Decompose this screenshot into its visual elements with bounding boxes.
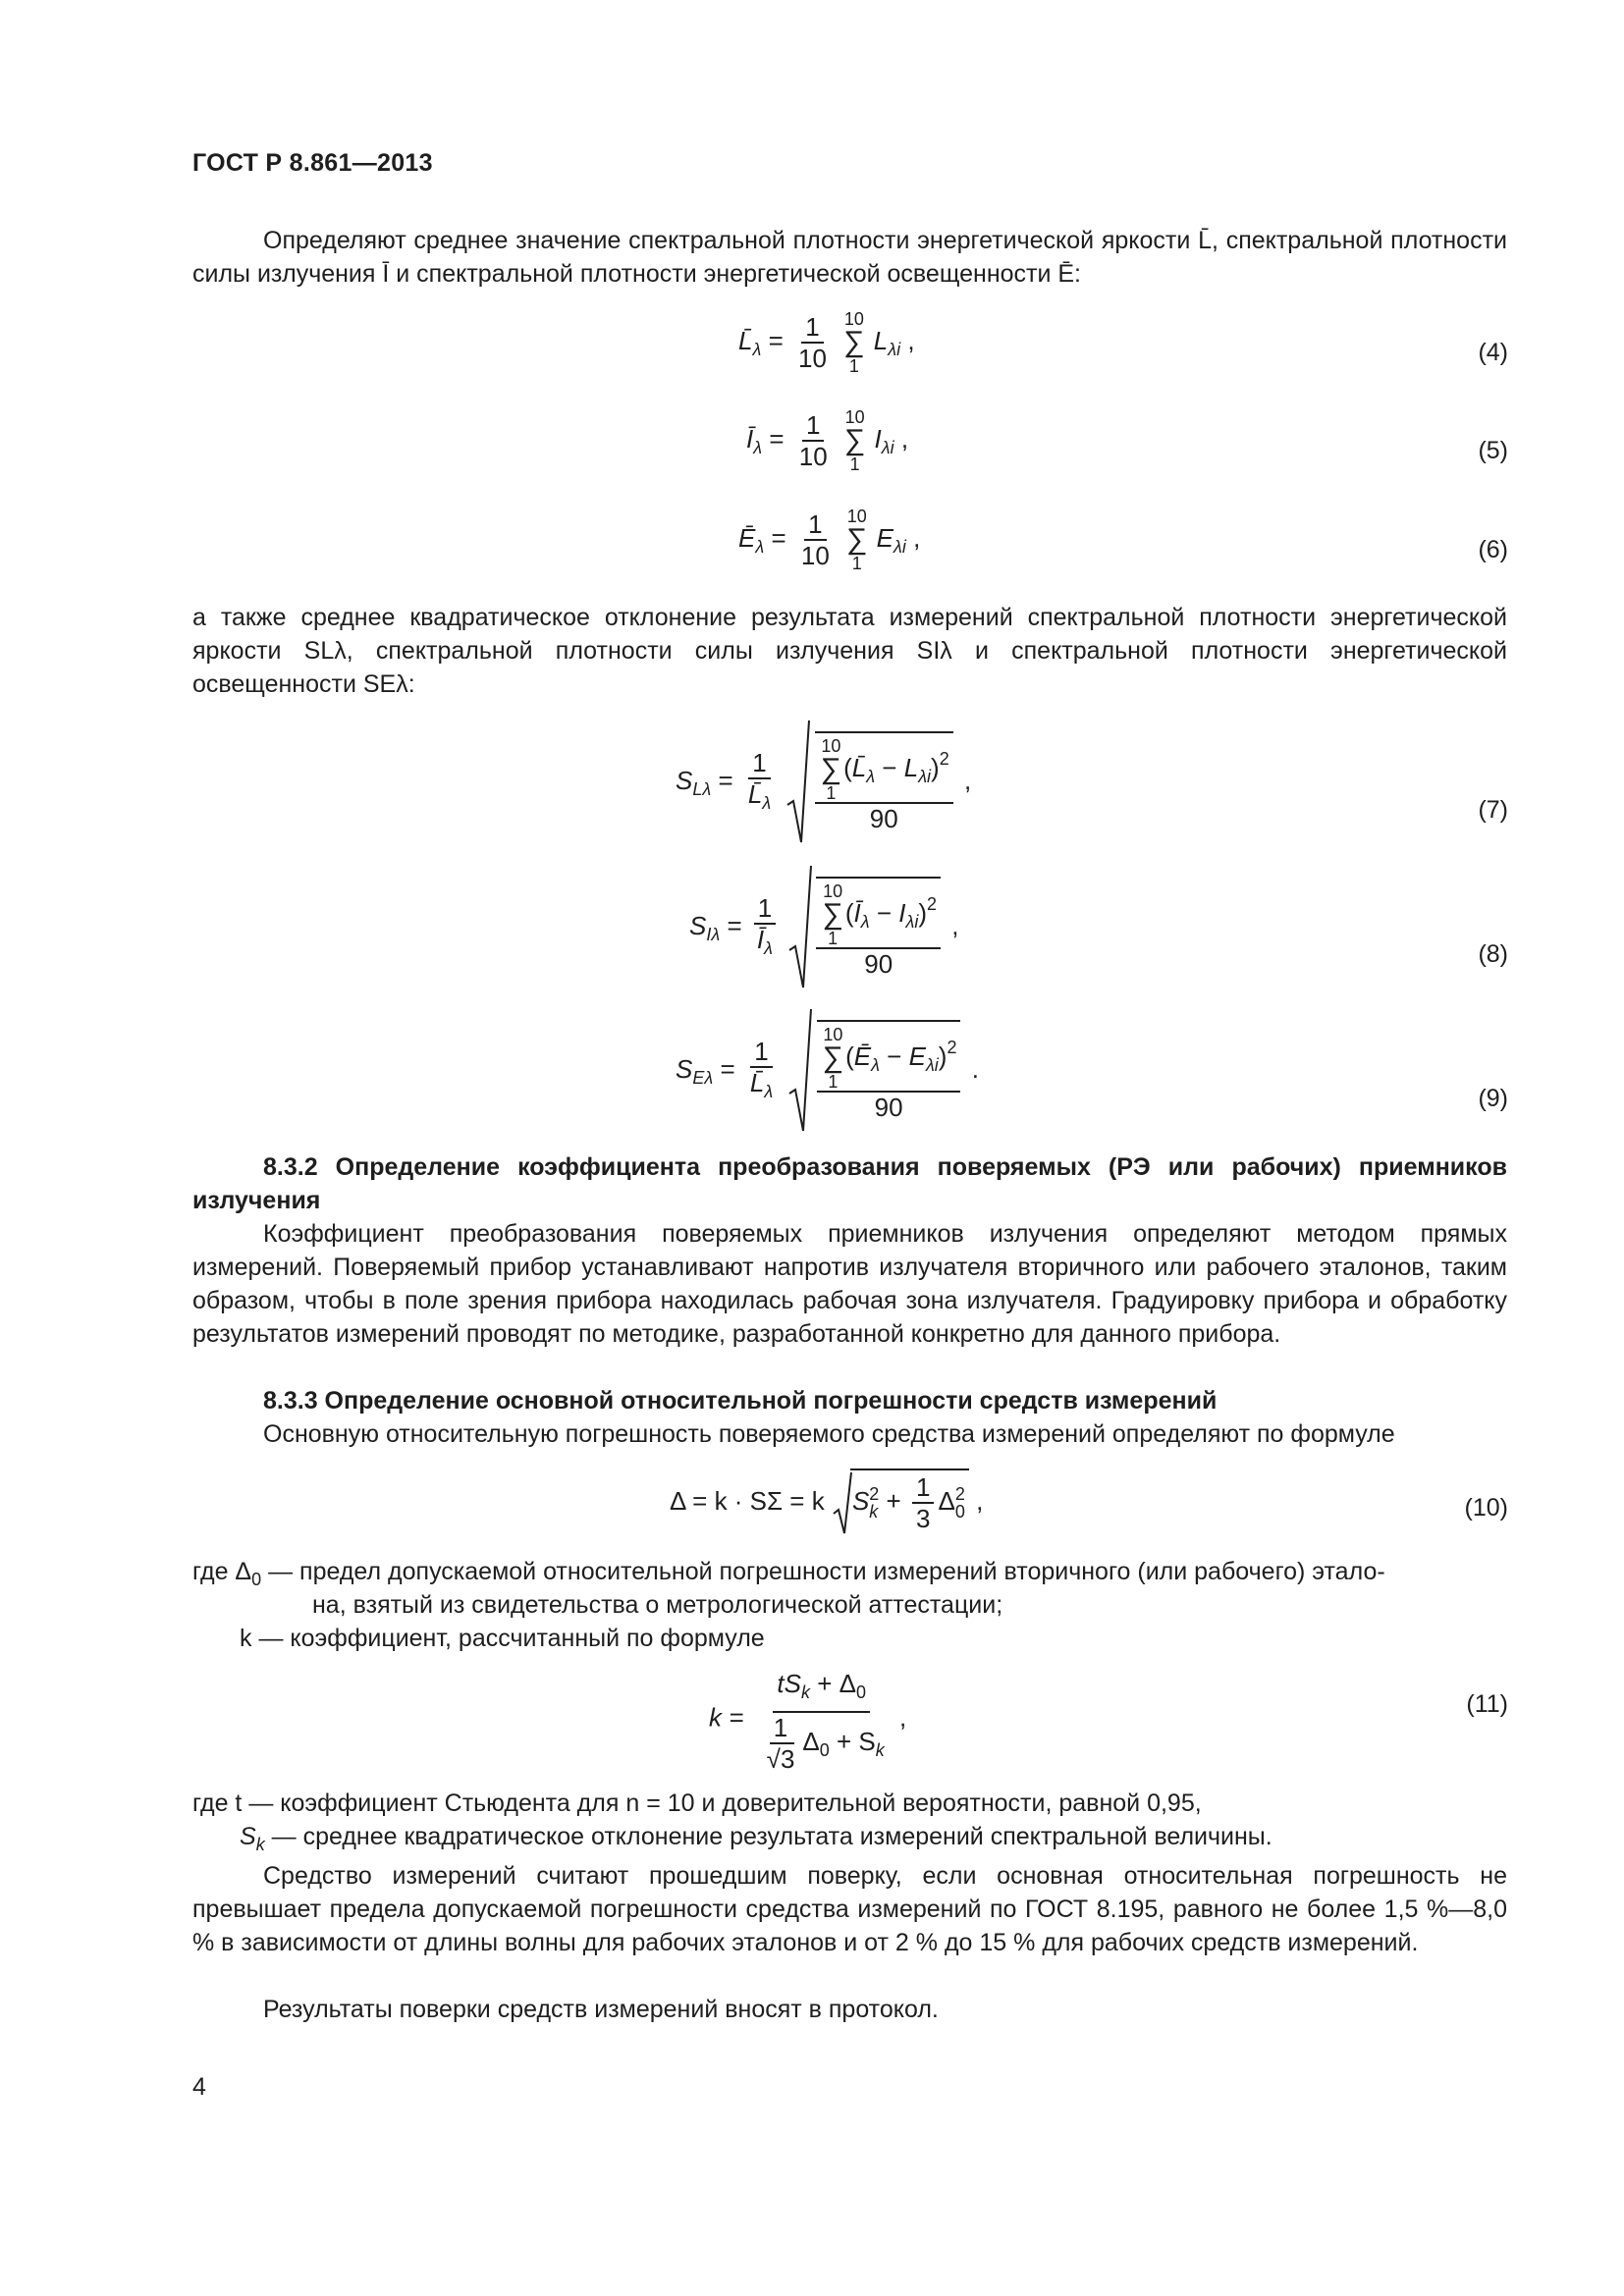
eq6-num: 1 [804,509,826,541]
sigma-icon: ∑ [843,326,865,358]
eq8-fraction [753,893,777,963]
eq11-lhs: k = [709,1702,744,1733]
radical-icon [785,719,811,846]
eq9-radicand [817,1020,961,1122]
eq-number-8: (8) [1478,940,1508,968]
equation-6 [738,507,920,572]
eq7-lhs-symbol: S [676,765,693,795]
eq6-term-sub: λi [893,536,906,557]
eq6-sum [846,507,867,572]
sigma-icon: ∑ [822,898,843,931]
eq7-den: $L̄_\lambda$ [747,778,772,813]
eq4-num: 1 [801,312,823,344]
equation-8 [689,864,959,991]
eq5-lhs-symbol: Ī [746,423,754,454]
section-8-3-2-title: 8.3.2 Определение коэффициента преобразования поверяемых (РЭ или рабочих) приемников излучения [192,1153,1507,1214]
radical-icon [787,1007,813,1135]
eq8-lhs-symbol: S [689,910,707,940]
where-sk: $S_k$ — среднее квадратическое отклонение результата измерений спектральной величины. [240,1823,1272,1854]
sigma-icon: ∑ [822,1041,844,1074]
eq10-radicand: S 2 k + $\frac{1}{3}$ Δ 2 0 [850,1468,969,1533]
eq11-fraction [755,1665,889,1774]
paragraph-protocol: Результаты поверки средств измерений вносят в протокол. [263,1996,939,2023]
eq9-den: $L̄_\lambda$ [749,1067,774,1101]
eq7-radicand [815,731,953,833]
eq7-radicand-num: 10 ∑ 1 $(L̄_\lambda - L_{\lambda i})^2$ [815,737,953,804]
eq8-lhs-sub: Iλ [706,924,721,944]
eq10-comma: , [976,1485,984,1516]
eq-number-11: (11) [1466,1690,1508,1718]
eq-number-7: (7) [1478,796,1508,824]
eq5-term: I [874,423,882,454]
eq5-fraction [795,410,832,471]
eq-number-4: (4) [1478,339,1508,366]
eq-number-5: (5) [1478,437,1508,464]
eq6-lhs-sub: λ [755,536,765,557]
eq11-den: $\frac{1}{√3}$ $\Delta_0 + S_k$ [766,1713,885,1774]
radical-icon [787,864,813,991]
section-8-3-2-body: Коэффициент преобразования поверяемых приемников излучения определяют методом прямых измерений. Поверяемый прибор устанавливают напротив излучателя вторичного или рабочего эталонов, таким образом, чтобы в поле зрения прибора находилась рабочая зона излучателя. Градуировку прибора и обработку результатов измерений проводят по методике, разработанной конкретно для данного прибора. [192,1220,1507,1348]
eq6-lhs-symbol: Ē [738,522,756,553]
eq8-radicand-den: 90 [864,949,893,979]
eq4-sum-top: 10 [843,309,864,329]
where-delta0-line1: где $\Delta_0$ — предел допускаемой относительной погрешности измерений вторичного (или рабочего) этало- [192,1558,1385,1589]
eq5-sum-bottom: 1 [849,454,860,474]
section-8-3-3-body: Основную относительную погрешность поверяемого средства измерений определяют по формуле [263,1420,1395,1448]
sigma-icon: ∑ [820,753,842,785]
eq5-sum-top: 10 [844,407,865,427]
eq7-comma: , [963,765,972,795]
eq6-den: 10 [800,541,830,570]
eq5-lhs-sub: λ [753,437,763,457]
eq11-comma: , [899,1702,907,1733]
equation-5 [746,408,908,473]
sigma-icon: ∑ [846,523,868,556]
eq4-sum-bottom: 1 [848,356,859,376]
eq9-equals: = [720,1053,735,1084]
eq5-equals: = [769,423,785,454]
equation-10 [670,1468,983,1535]
eq-number-9: (9) [1478,1085,1508,1112]
eq4-term: L [873,325,889,355]
radical-icon: √ [766,1744,781,1774]
section-8-3-3-title: 8.3.3 Определение основной относительной погрешности средств измерений [263,1387,1218,1415]
eq10-lhs: Δ = k · SΣ = k [670,1485,825,1516]
eq8-den: $Ī_\lambda$ [756,924,773,958]
eq5-comma: , [900,423,909,454]
eq4-sum [843,310,864,375]
eq4-comma: , [907,325,915,355]
equation-4 [738,310,915,375]
eq8-radicand-num: 10 ∑ 1 $(Ī_\lambda - I_{\lambda i})^2$ [816,882,941,949]
eq5-num: 1 [802,410,824,442]
eq5-den: 10 [798,442,828,471]
equation-9 [676,1007,979,1135]
eq7-fraction [744,748,775,818]
eq9-period: . [971,1053,979,1084]
eq4-term-sub: λi [888,339,901,359]
eq4-lhs-sub: λ [752,339,762,359]
eq8-sum: 10 ∑ 1 [822,881,843,948]
eq7-sum: 10 ∑ 1 [820,736,842,803]
eq7-num: 1 [748,748,770,779]
eq-number-10: (10) [1464,1494,1508,1522]
eq6-sum-bottom: 1 [851,554,862,573]
eq9-fraction [746,1037,777,1106]
sigma-icon: ∑ [843,424,866,456]
eq8-num: 1 [754,893,776,925]
eq6-fraction [797,509,834,570]
eq6-equals: = [771,522,786,553]
eq8-comma: , [951,910,959,940]
eq4-equals: = [768,325,784,355]
eq8-radicand [816,877,941,979]
eq9-lhs-sub: Eλ [692,1067,714,1088]
eq4-lhs-symbol: L̄ [738,325,753,355]
eq-number-6: (6) [1478,536,1508,563]
eq11-num: $tS_k + \Delta_0$ [773,1665,870,1713]
where-t: где t — коэффициент Стьюдента для n = 10 и доверительной вероятности, равной 0,95, [192,1789,1202,1817]
where-delta0-line2: на, взятый из свидетельства о метрологической аттестации; [312,1591,1003,1619]
eq4-fraction [794,312,831,373]
eq7-radicand-den: 90 [869,804,898,833]
eq9-sum: 10 ∑ 1 [822,1025,844,1092]
eq9-radicand-num: 10 ∑ 1 $(Ē_\lambda - E_{\lambda i})^2$ [817,1026,961,1093]
paragraph-mean-values: Определяют среднее значение спектральной плотности энергетической яркости L̄, спектральной плотности силы излучения Ī и спектральной плотности энергетической освещенности Ē: [192,227,1507,288]
page-number: 4 [192,2073,206,2101]
eq8-equals: = [727,910,742,940]
eq6-term: E [876,522,893,553]
eq7-equals: = [718,765,733,795]
eq5-sum [844,408,865,473]
eq7-lhs-sub: Lλ [692,778,712,799]
eq9-num: 1 [750,1037,772,1068]
equation-11 [709,1665,906,1774]
paragraph-std-deviation: а также среднее квадратическое отклонение результата измерений спектральной плотности энергетической яркости SLλ, спектральной плотности силы излучения SIλ и спектральной плотности энергетической освещенности SEλ: [192,604,1507,698]
eq4-den: 10 [797,344,827,373]
eq6-comma: , [913,522,921,553]
where-k: k — коэффициент, рассчитанный по формуле [240,1625,765,1652]
eq6-sum-top: 10 [846,507,867,526]
equation-7 [676,719,971,846]
eq9-lhs-symbol: S [676,1053,693,1084]
eq9-radicand-den: 90 [874,1093,903,1122]
eq5-term-sub: λi [881,437,894,457]
paragraph-verification-pass: Средство измерений считают прошедшим поверку, если основная относительная погрешность не превышает предела допускаемой погрешности средства измерений по ГОСТ 8.195, равного не более 1,5 %—8,0 % в зависимости от длины волны для рабочих эталонов и от 2 % до 15 % для рабочих средств измерений. [192,1862,1507,1956]
document-header: ГОСТ Р 8.861—2013 [192,149,433,177]
